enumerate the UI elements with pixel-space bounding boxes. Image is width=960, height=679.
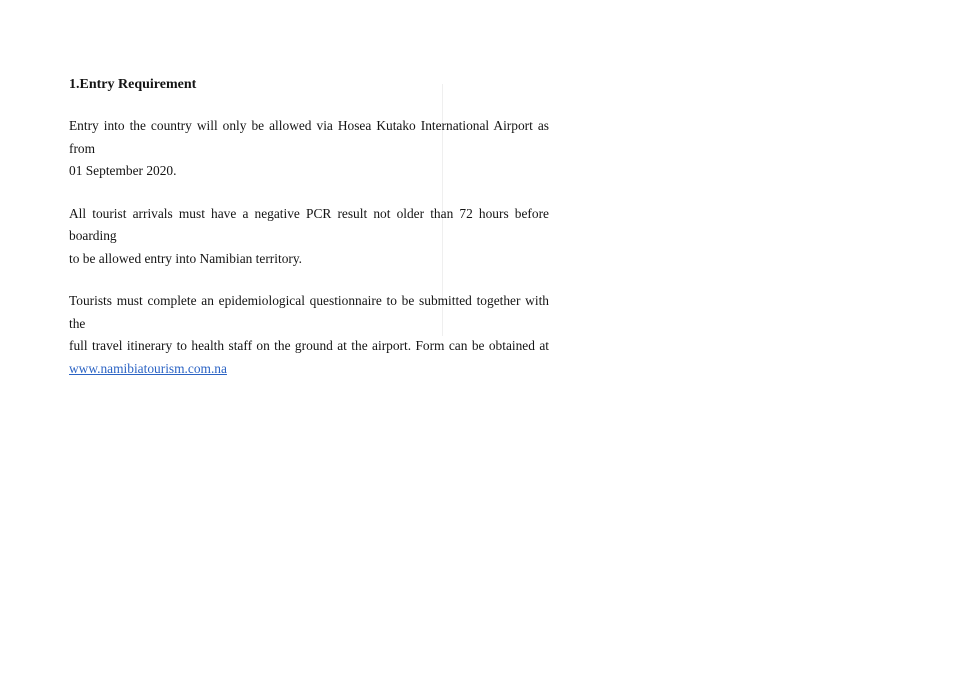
paragraph-pcr-requirement [69,203,549,271]
document-content [69,75,549,400]
paragraph-line: All tourist arrivals must have a negative PCR result not older than 72 hours before boarding [69,205,549,243]
paragraph-questionnaire [69,290,549,380]
paragraph-line: to be allowed entry into Namibian territory. [69,250,303,266]
paragraph-entry-airport [69,115,549,183]
paragraph-line: full travel itinerary to health staff on the ground at the airport. Form can be obtained at [69,338,549,353]
paragraph-line: Tourists must complete an epidemiological questionnaire to be submitted together with the [69,293,549,331]
paragraph-line: 01 September 2020. [69,163,177,178]
paragraph-line-link [69,358,549,381]
section-heading: 1.Entry Requirement [69,77,197,92]
namibia-tourism-link[interactable]: www.namibiatourism.com.na [69,360,227,376]
paragraph-line: Entry into the country will only be allowed via Hosea Kutako International Airport as from [69,118,549,156]
